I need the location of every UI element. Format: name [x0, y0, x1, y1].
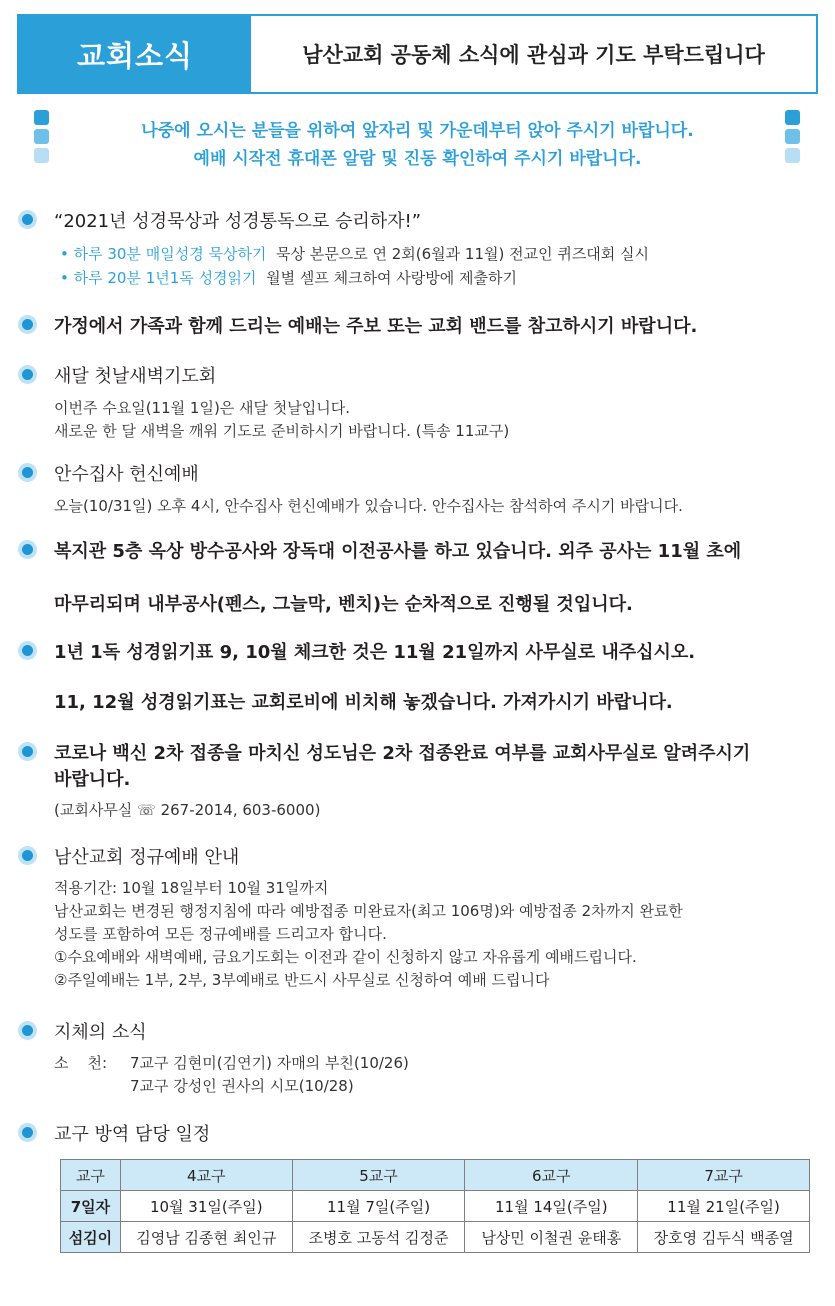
notice-line-2: 예배 시작전 휴대폰 알람 및 진동 확인하여 주시기 바랍니다. [193, 149, 642, 169]
table-cell: 장호영 김두식 백종열 [638, 1222, 810, 1253]
item-title: 새달 첫날새벽기도회 [54, 366, 217, 387]
bullet-icon [18, 1021, 37, 1040]
table-cell: 11월 14일(주일) [465, 1191, 638, 1222]
item-sub-text: 월별 셀프 체크하여 사랑방에 제출하기 [266, 269, 517, 287]
header-box [17, 14, 818, 94]
table-row [61, 1191, 810, 1222]
table-header-cell: 6교구 [465, 1160, 638, 1191]
bullet-icon [18, 315, 37, 334]
table-cell: 11월 7일(주일) [292, 1191, 465, 1222]
table-header-cell: 5교구 [292, 1160, 465, 1191]
item-title: 남산교회 정규예배 안내 [54, 847, 240, 868]
item-title-cont: 마무리되며 내부공사(펜스, 그늘막, 벤치)는 순차적으로 진행될 것입니다. [54, 594, 633, 615]
item-sub-highlight: 하루 30분 매일성경 묵상하기 [73, 245, 267, 263]
decorative-squares-right [785, 110, 801, 167]
news-item-reading-chart [18, 638, 817, 718]
notice-box [30, 110, 805, 172]
news-item-members [18, 1018, 817, 1103]
news-item-family [18, 312, 817, 338]
table-header-cell: 교구 [61, 1160, 121, 1191]
item-title: 복지관 5층 옥상 방수공사와 장독대 이전공사를 하고 있습니다. 외주 공사는 11월 초에 [54, 541, 742, 562]
item-body-line: 7교구 김현미(김연기) 자매의 부친(10/26) [130, 1054, 409, 1072]
item-title: 지체의 소식 [54, 1022, 147, 1043]
item-title: 안수집사 헌신예배 [54, 464, 199, 485]
item-body-line: ①수요예배와 새벽예배, 금요기도회는 이전과 같이 신청하지 않고 자유롭게 예배드립니다. [54, 948, 637, 966]
table-cell: 10월 31일(주일) [120, 1191, 292, 1222]
item-body-line: 성도를 포함하여 모든 정규예배를 드리고자 합니다. [54, 925, 387, 943]
item-title: 교구 방역 담당 일정 [54, 1124, 211, 1145]
table-row-header: 섬김이 [61, 1222, 121, 1253]
item-label: 소 천: [54, 1054, 108, 1072]
news-item-vaccine [18, 739, 817, 829]
bullet-icon [18, 210, 37, 229]
notice-line-1: 나중에 오시는 분들을 위하여 앞자리 및 가운데부터 앉아 주시기 바랍니다. [141, 121, 694, 141]
item-body-line: 적용기간: 10월 18일부터 10월 31일까지 [54, 879, 329, 897]
item-title-cont: 바랍니다. [54, 769, 131, 790]
news-item-construction [18, 537, 817, 617]
bullet-icon [18, 540, 37, 559]
bullet-icon [18, 641, 37, 660]
item-title: “2021년 성경묵상과 성경통독으로 승리하자!” [54, 211, 422, 232]
item-sub-line: • 하루 30분 매일성경 묵상하기 묵상 본문으로 연 2회(6월과 11월) 전교인 퀴즈대회 실시 [60, 245, 650, 263]
item-body-line: 7교구 강성인 권사의 시모(10/28) [130, 1077, 354, 1095]
item-sub-line: • 하루 20분 1년1독 성경읽기 월별 셀프 체크하여 사랑방에 제출하기 [60, 269, 517, 287]
item-title: 코로나 백신 2차 접종을 마치신 성도님은 2차 접종완료 여부를 교회사무실로 알려주시기 [54, 743, 751, 764]
table-header-cell: 4교구 [120, 1160, 292, 1191]
table-cell: 김영남 김종현 최인규 [120, 1222, 292, 1253]
header-subtitle: 남산교회 공동체 소식에 관심과 기도 부탁드립니다 [302, 43, 765, 67]
bullet-icon [18, 365, 37, 384]
item-title-cont: 11, 12월 성경읽기표는 교회로비에 비치해 놓겠습니다. 가져가시기 바랍니다. [54, 692, 673, 713]
item-sub-text: 묵상 본문으로 연 2회(6월과 11월) 전교인 퀴즈대회 실시 [275, 245, 650, 263]
schedule-table [60, 1159, 810, 1253]
news-item-bible [18, 207, 817, 287]
news-item-worship-guide [18, 843, 817, 1003]
item-body-line: 이번주 수요일(11월 1일)은 새달 첫날입니다. [54, 399, 351, 417]
bullet-icon [18, 846, 37, 865]
table-cell: 남상민 이철권 윤태홍 [465, 1222, 638, 1253]
table-row-header: 7일자 [61, 1191, 121, 1222]
table-cell: 조병호 고동석 김정준 [292, 1222, 465, 1253]
item-body-line: 오늘(10/31일) 오후 4시, 안수집사 헌신예배가 있습니다. 안수집사는 참석하여 주시기 바랍니다. [54, 497, 683, 515]
table-header-cell: 7교구 [638, 1160, 810, 1191]
table-header-row [61, 1160, 810, 1191]
item-body-line: 새로운 한 달 새벽을 깨워 기도로 준비하시기 바랍니다. (특송 11교구) [54, 422, 510, 440]
bullet-icon [18, 463, 37, 482]
item-contact: (교회사무실 ☏ 267-2014, 603-6000) [54, 801, 321, 819]
news-item-deacon-worship [18, 460, 817, 520]
item-body-line: ②주일예배는 1부, 2부, 3부예배로 반드시 사무실로 신청하여 예배 드립니다 [54, 971, 550, 989]
bullet-icon [18, 1123, 37, 1142]
header-title: 교회소식 [19, 16, 251, 92]
table-cell: 11월 21일(주일) [638, 1191, 810, 1222]
table-row [61, 1222, 810, 1253]
news-item-schedule [18, 1120, 817, 1146]
news-item-dawn-prayer [18, 362, 817, 442]
item-title: 가정에서 가족과 함께 드리는 예배는 주보 또는 교회 밴드를 참고하시기 바랍니다. [54, 316, 698, 337]
item-title: 1년 1독 성경읽기표 9, 10월 체크한 것은 11월 21일까지 사무실로 내주십시오. [54, 642, 696, 663]
item-sub-highlight: 하루 20분 1년1독 성경읽기 [73, 269, 257, 287]
item-body-line: 남산교회는 변경된 행정지침에 따라 예방접종 미완료자(최고 106명)와 예방접종 2차까지 완료한 [54, 902, 683, 920]
bullet-icon [18, 742, 37, 761]
